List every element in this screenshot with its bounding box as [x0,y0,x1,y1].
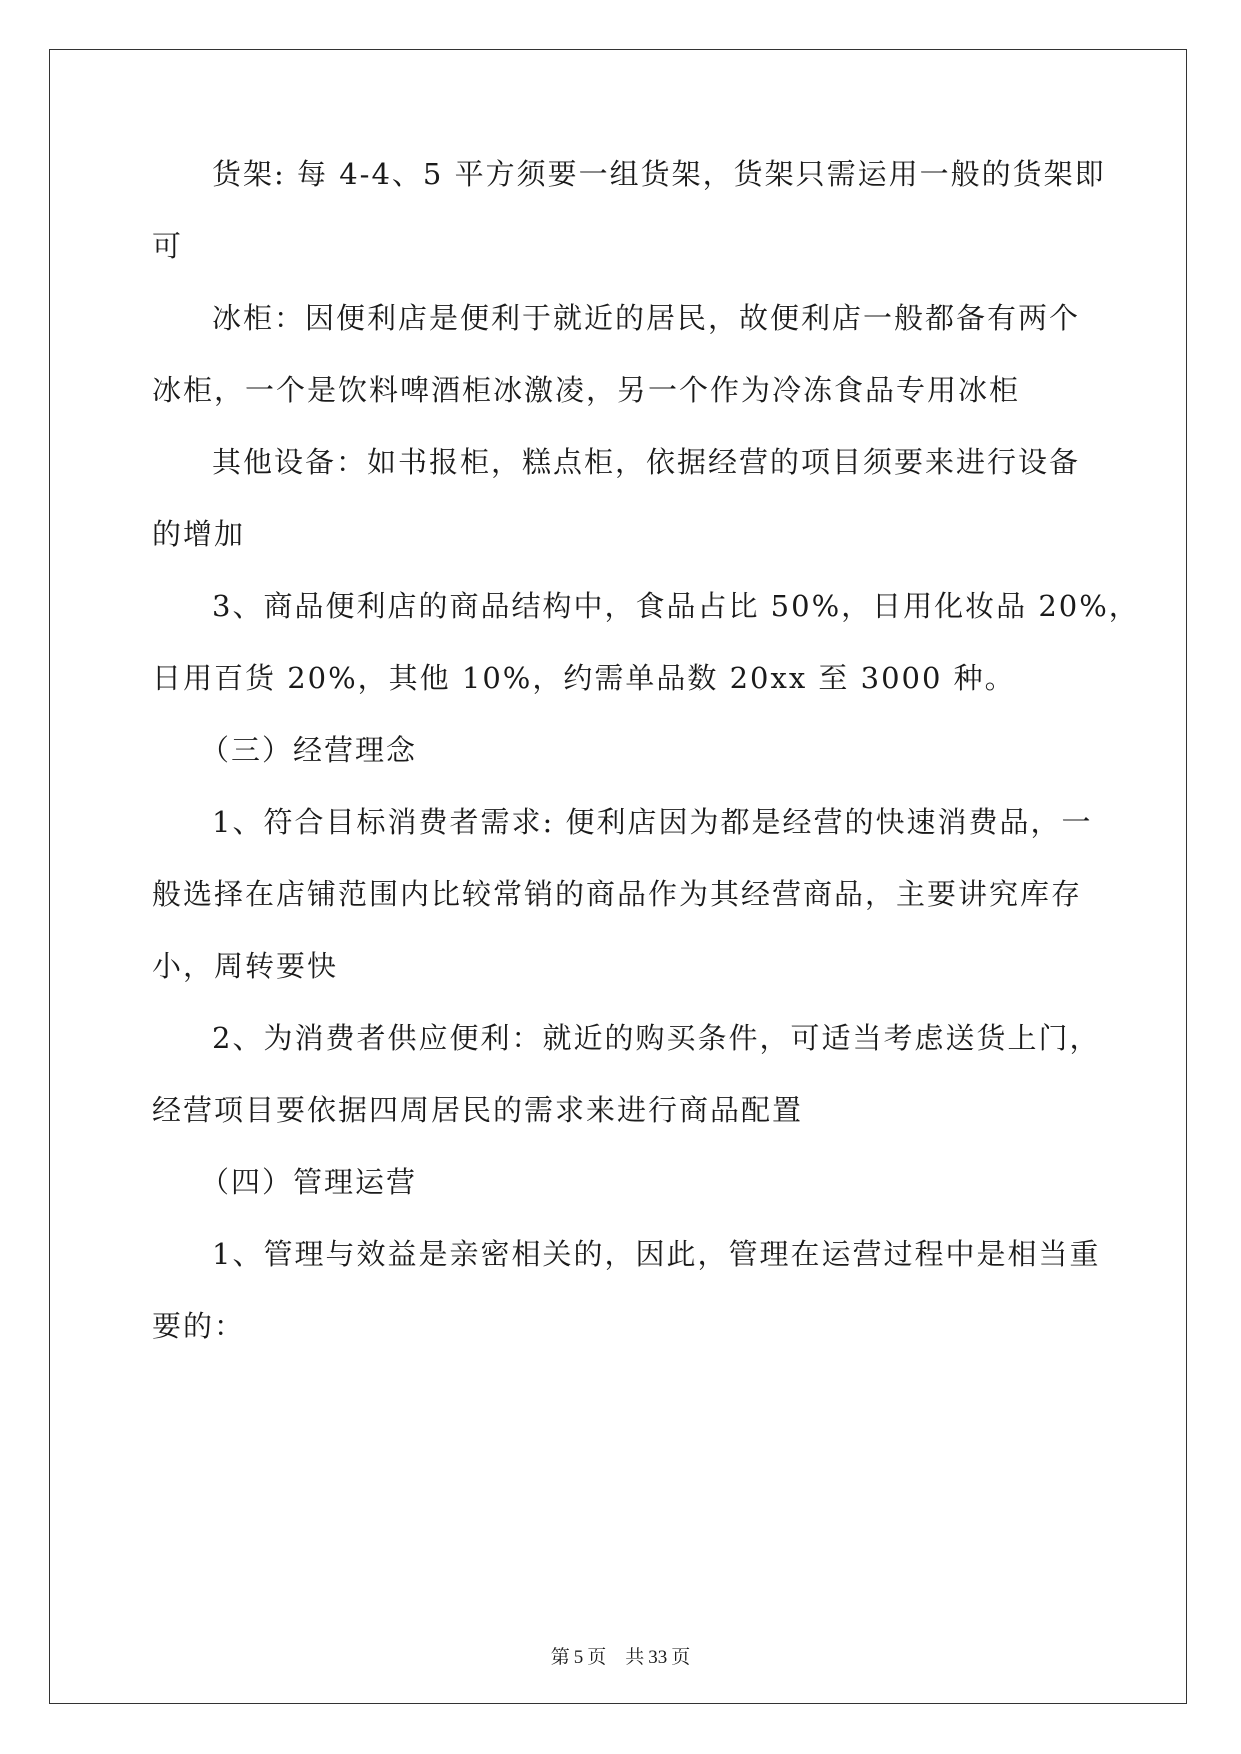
paragraph-line: 小，周转要快 [152,949,339,983]
section-heading: （三）经营理念 [200,733,418,767]
paragraph-line: 冰柜：因便利店是便利于就近的居民，故便利店一般都备有两个 [212,301,1081,335]
paragraph-line: 3、商品便利店的商品结构中，食品占比 50%，日用化妆品 20%， [212,589,1140,623]
paragraph-line: 1、管理与效益是亲密相关的，因此，管理在运营过程中是相当重 [212,1237,1101,1271]
page-mid: 页 共 [587,1647,645,1668]
paragraph-line: 2、为消费者供应便利：就近的购买条件，可适当考虑送货上门， [212,1021,1101,1055]
paragraph-line: 可 [152,229,184,263]
paragraph-line: 日用百货 20%，其他 10%，约需单品数 20xx 至 3000 种。 [152,661,1016,695]
paragraph-line: 货架: 每 4-4、5 平方须要一组货架，货架只需运用一般的货架即 [212,157,1106,191]
page-suffix: 页 [671,1647,691,1668]
paragraph-line: 要的： [152,1309,246,1343]
page-footer [0,1646,1241,1670]
paragraph-line: 经营项目要依据四周居民的需求来进行商品配置 [152,1093,804,1127]
paragraph-line: 般选择在店铺范围内比较常销的商品作为其经营商品，主要讲究库存 [152,877,1083,911]
paragraph-line: 冰柜，一个是饮料啤酒柜冰激凌，另一个作为冷冻食品专用冰柜 [152,373,1021,407]
page-current: 5 [573,1647,584,1668]
paragraph-line: 其他设备：如书报柜，糕点柜，依据经营的项目须要来进行设备 [212,445,1081,479]
page-prefix: 第 [550,1647,570,1668]
paragraph-line: 的增加 [152,517,246,551]
section-heading: （四）管理运营 [200,1165,418,1199]
paragraph-line: 1、符合目标消费者需求: 便利店因为都是经营的快速消费品，一 [212,805,1093,839]
page-total: 33 [648,1647,668,1668]
